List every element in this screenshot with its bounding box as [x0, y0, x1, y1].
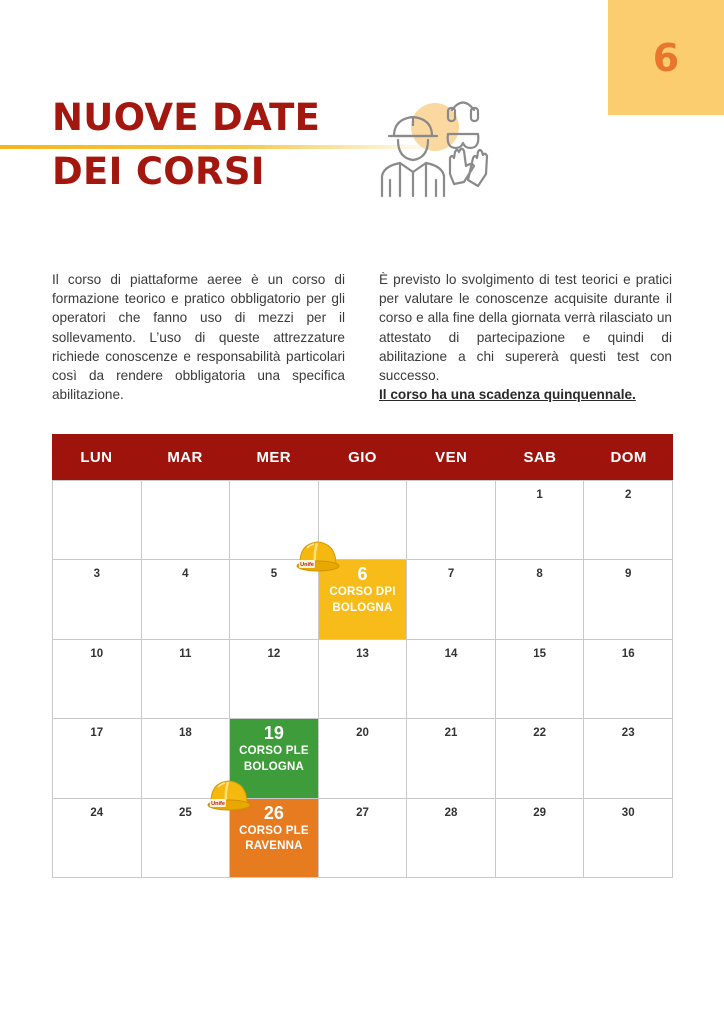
day-number: 3: [93, 568, 100, 581]
page-number: 6: [652, 36, 680, 80]
page-number-tab: [608, 0, 724, 115]
day-number: 14: [444, 647, 458, 660]
helmet-logo: Unife: [300, 562, 314, 568]
calendar-cell: [496, 481, 585, 560]
day-name-lun: LUN: [80, 448, 113, 466]
calendar-cell: [496, 640, 585, 719]
calendar-cell: [496, 799, 585, 878]
event-title: CORSO PLE: [239, 745, 309, 758]
intro-paragraph-right: [379, 270, 672, 404]
day-number: 22: [533, 727, 547, 740]
calendar-cell: [584, 799, 673, 878]
day-number: 5: [270, 568, 278, 581]
day-number: 2: [625, 489, 632, 501]
day-number: 29: [533, 806, 547, 819]
day-number: 7: [447, 568, 455, 581]
day-number: 21: [444, 727, 458, 740]
day-number: 11: [179, 647, 192, 660]
calendar-header: [52, 434, 673, 480]
calendar-cell: [407, 719, 496, 798]
calendar-cell: [142, 481, 231, 560]
calendar-cell: [407, 799, 496, 878]
calendar-cell: [407, 640, 496, 719]
intro-paragraph-left: Il corso di piattaforme aeree è un corso di formazione teorico e pratico obbligatorio per gli operatori che fanno uso di mezzi per il sollevamento. L’uso di queste attrezzature richiede conoscenze e responsabilità particolari così da rendere obbligatoria una specifica abilitazione.: [52, 272, 345, 403]
day-number: 17: [90, 727, 104, 740]
day-name-sab: SAB: [523, 448, 557, 466]
day-name-mer: MER: [256, 448, 292, 466]
day-number: 28: [444, 806, 458, 819]
page-title-line-2: DEI CORSI: [52, 150, 265, 193]
calendar-cell: [142, 560, 231, 639]
day-number: 13: [356, 647, 369, 660]
day-number: 16: [621, 647, 635, 660]
event-location: BOLOGNA: [332, 601, 393, 614]
event-title: CORSO DPI: [329, 586, 396, 599]
day-number: 27: [356, 806, 369, 819]
hard-hat-icon: [207, 774, 251, 814]
day-name-dom: DOM: [610, 448, 647, 466]
day-number: 25: [178, 806, 192, 819]
calendar-cell: [496, 719, 585, 798]
intro-paragraph-right-text: È previsto lo svolgimento di test teorici e pratici per valutare le conoscenze acquisite durante il corso e alla fine della giornata verrà rilasciato un attestato di partecipazione e quindi di abilitazione a chi supererà questi test con successo.: [379, 272, 672, 384]
calendar-cell: [407, 481, 496, 560]
day-number: 18: [178, 727, 192, 740]
day-number: 20: [356, 727, 369, 740]
day-number: 24: [90, 806, 104, 819]
day-number: 23: [621, 727, 635, 740]
event-location: RAVENNA: [245, 840, 303, 853]
calendar-cell: [53, 640, 142, 719]
event-title: CORSO PLE: [239, 824, 309, 837]
day-number: 19: [263, 723, 284, 744]
intro-emphasis: Il corso ha una scadenza quinquennale.: [379, 387, 636, 403]
day-number: 6: [357, 564, 368, 585]
calendar-cell: [53, 719, 142, 798]
day-number: 8: [536, 568, 543, 581]
day-name-mar: MAR: [167, 448, 203, 466]
calendar-cell: [584, 719, 673, 798]
day-number: 26: [263, 802, 284, 823]
calendar-cell: [319, 719, 408, 798]
calendar-cell: [584, 481, 673, 560]
day-number: 12: [267, 647, 281, 660]
course-calendar: [52, 434, 673, 878]
day-number: 9: [625, 568, 632, 581]
calendar-cell: [53, 481, 142, 560]
day-number: 30: [621, 806, 635, 819]
calendar-cell: [53, 799, 142, 878]
page-title-line-1: NUOVE DATE: [52, 96, 321, 139]
calendar-cell: [230, 640, 319, 719]
day-number: 1: [536, 489, 543, 501]
helmet-logo: Unife: [211, 801, 225, 807]
day-number: 4: [182, 568, 189, 581]
calendar-cell: [407, 560, 496, 639]
day-number: 10: [90, 647, 104, 660]
calendar-cell: [584, 640, 673, 719]
calendar-cell: [142, 640, 231, 719]
calendar-cell: [496, 560, 585, 639]
calendar-grid: [52, 480, 673, 878]
safety-worker-ppe-icon: [370, 92, 500, 202]
day-name-gio: GIO: [348, 448, 377, 466]
event-location: BOLOGNA: [243, 760, 305, 773]
calendar-cell: [319, 640, 408, 719]
calendar-cell: [53, 560, 142, 639]
calendar-cell: [584, 560, 673, 639]
day-name-ven: VEN: [435, 448, 468, 466]
calendar-cell: [319, 799, 408, 878]
day-number: 15: [533, 647, 547, 660]
hard-hat-icon: [296, 535, 340, 575]
